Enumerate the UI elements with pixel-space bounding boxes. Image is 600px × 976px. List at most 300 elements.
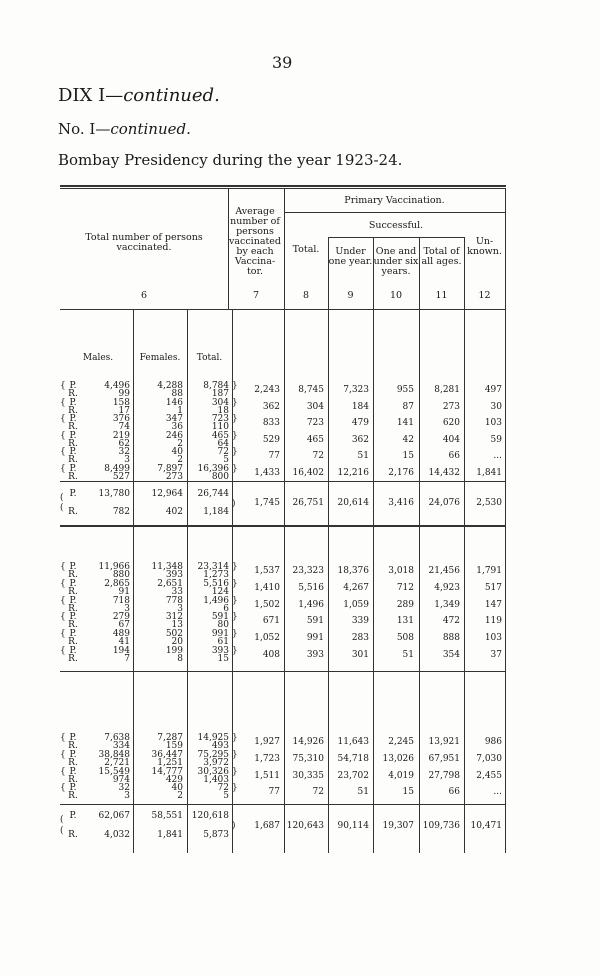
left-brace: { (60, 578, 66, 589)
left-brace: { (60, 766, 66, 777)
stat-value: 362 (262, 401, 280, 412)
stat-value: 15 (402, 451, 414, 462)
females-value: 246 (165, 430, 183, 441)
stat-value: 5,516 (298, 582, 324, 593)
males-value: 2,865 (104, 578, 130, 589)
stat-value: 4,923 (434, 582, 460, 593)
stat-value: 497 (484, 385, 502, 395)
stat-value: 4,267 (343, 582, 369, 593)
heading-region: Bombay Presidency during the year 1923-24. (58, 151, 403, 169)
row-type: P. (69, 447, 77, 458)
row-type: R. (68, 774, 78, 785)
total-value: 991 (211, 629, 229, 640)
stat-value: 13,026 (382, 753, 414, 764)
females-value: 273 (165, 472, 183, 482)
stat-value: 1,511 (254, 770, 280, 781)
stat-value: 66 (448, 787, 460, 798)
males-value: 41 (118, 637, 130, 648)
males-value: 527 (112, 472, 130, 482)
males-header: Males. (82, 353, 114, 363)
stat-value: 354 (442, 650, 460, 660)
stat-value: 301 (351, 650, 369, 660)
males-value: 4,032 (104, 830, 130, 840)
total-value: 304 (211, 397, 229, 408)
females-value: 33 (171, 586, 183, 597)
left-brace: { (60, 733, 66, 743)
stat-value: 339 (351, 616, 369, 627)
row-type: P. (69, 733, 77, 743)
stat-value: 77 (268, 451, 280, 462)
row-type: P. (69, 464, 77, 474)
row-type: R. (68, 586, 78, 597)
females-value: 11,348 (151, 562, 183, 572)
females-value: 1,841 (157, 830, 183, 840)
row-type: R. (68, 603, 78, 614)
females-value: 199 (165, 646, 183, 656)
row-type: P. (69, 783, 77, 794)
header-bottom-rule (60, 309, 506, 310)
stat-value: 37 (490, 650, 502, 660)
females-value: 58,551 (151, 811, 183, 821)
left-brace: { (60, 562, 66, 572)
females-value: 3 (177, 603, 183, 614)
row-type: R. (68, 389, 78, 399)
stat-value: 14,926 (292, 737, 324, 747)
males-value: 880 (112, 570, 130, 580)
stat-value: 508 (396, 633, 414, 644)
females-value: 347 (165, 414, 183, 425)
females-value: 36,447 (151, 749, 183, 760)
top-rule (60, 185, 506, 187)
right-brace: } (232, 783, 238, 794)
right-brace: } (232, 397, 238, 408)
total-sub-header: Total. (196, 353, 223, 363)
left-brace: { (60, 430, 66, 441)
females-value: 40 (171, 447, 183, 458)
stat-value: 1,745 (254, 498, 280, 508)
stat-value: 888 (442, 633, 460, 644)
row-type: P. (69, 397, 77, 408)
stat-value: 1,052 (254, 633, 280, 644)
heading-sub: No. I—continued. (58, 120, 191, 138)
stat-value: 8,281 (434, 385, 460, 395)
total-value: 110 (211, 422, 229, 433)
row-type: R. (68, 455, 78, 466)
stat-value: 591 (306, 616, 324, 627)
stat-value: 72 (312, 787, 324, 798)
females-value: 7,897 (157, 464, 183, 474)
males-value: 99 (118, 389, 130, 399)
group3-total-rule (60, 804, 506, 805)
males-value: 91 (118, 586, 130, 597)
stat-value: 404 (442, 434, 460, 445)
primary-rule (284, 212, 505, 213)
females-value: 88 (171, 389, 183, 399)
stat-value: 1,349 (434, 599, 460, 610)
stat-value: 833 (262, 418, 280, 429)
stat-value: 8,745 (298, 385, 324, 395)
col-num-12: 12 (478, 290, 491, 301)
col-num-6: 6 (140, 290, 148, 301)
stat-value: 103 (484, 418, 502, 429)
average-header: Average number of persons vaccinated by each Vaccina-tor. (228, 206, 281, 277)
row-type: R. (68, 422, 78, 433)
males-value: 3 (124, 455, 130, 466)
group1-end-rule (60, 525, 506, 527)
row-type: R. (68, 620, 78, 631)
stat-value: 1,791 (476, 566, 502, 576)
stat-value: 103 (484, 633, 502, 644)
row-type: R. (68, 741, 78, 751)
primary-header: Primary Vaccination. (344, 195, 445, 206)
stat-value: 465 (306, 434, 324, 445)
males-value: 67 (118, 620, 130, 631)
left-brace: { (60, 629, 66, 640)
stat-value: 23,323 (292, 566, 324, 576)
stat-value: 2,530 (476, 498, 502, 508)
row-type: R. (68, 570, 78, 580)
left-brace: ( (60, 826, 64, 836)
males-value: 11,966 (98, 562, 130, 572)
row-type: P. (69, 489, 77, 499)
stat-value: 3,018 (388, 566, 414, 576)
stat-value: 59 (490, 434, 502, 445)
stat-value: 12,216 (337, 468, 369, 478)
stat-value: 51 (357, 787, 369, 798)
females-value: 8 (177, 654, 183, 664)
total-value: 61 (217, 637, 229, 648)
stat-value: 273 (442, 401, 460, 412)
row-type: P. (69, 381, 77, 391)
stat-value: 109,736 (422, 820, 460, 831)
females-value: 146 (165, 397, 183, 408)
page-number: 39 (272, 53, 293, 72)
males-value: 15,549 (98, 766, 130, 777)
vaccination-table (60, 185, 506, 853)
row-type: R. (68, 757, 78, 768)
total-value: 80 (217, 620, 229, 631)
females-value: 13 (171, 620, 183, 631)
total-value: 72 (217, 447, 229, 458)
males-value: 974 (112, 774, 130, 785)
stat-value: 283 (351, 633, 369, 644)
col-num-7: 7 (252, 290, 260, 301)
males-value: 782 (112, 507, 130, 517)
heading-main: DIX I—continued. (58, 85, 220, 106)
total-value: 5,516 (203, 578, 229, 589)
right-brace: } (232, 629, 238, 640)
stat-value: 4,019 (388, 770, 414, 781)
stat-value: 51 (402, 650, 414, 660)
total-value: 5 (223, 455, 229, 466)
row-type: P. (69, 811, 77, 821)
females-value: 312 (165, 612, 183, 623)
right-brace: } (232, 646, 238, 656)
stat-value: 7,323 (343, 385, 369, 395)
females-value: 393 (165, 570, 183, 580)
row-type: R. (68, 438, 78, 449)
total-value: 5 (223, 791, 229, 802)
stat-value: 120,643 (286, 820, 324, 831)
females-value: 36 (171, 422, 183, 433)
left-brace: { (60, 646, 66, 656)
males-value: 32 (118, 447, 130, 458)
stat-value: 1,841 (476, 468, 502, 478)
stat-value: 712 (396, 582, 414, 593)
row-type: P. (69, 595, 77, 606)
unknown-header: Un-known. (467, 236, 502, 257)
females-value: 2 (177, 438, 183, 449)
left-brace: ( (60, 503, 64, 513)
stat-value: 1,059 (343, 599, 369, 610)
stat-value: 517 (484, 582, 502, 593)
stat-value: 955 (396, 385, 414, 395)
stat-value: 1,502 (254, 599, 280, 610)
stat-value: 3,416 (388, 498, 414, 508)
stat-value: 26,751 (292, 498, 324, 508)
row-type: R. (68, 405, 78, 416)
total-value: 1,403 (203, 774, 229, 785)
successful-rule (328, 237, 464, 238)
total-persons-header: Total number of persons vaccinated. (85, 232, 203, 253)
stat-value: 408 (262, 650, 280, 660)
stat-value: 67,951 (428, 753, 460, 764)
total-value: 14,925 (197, 733, 229, 743)
total-value: 6 (223, 603, 229, 614)
males-value: 3 (124, 791, 130, 802)
stat-value: 42 (402, 434, 414, 445)
stat-value: 11,643 (337, 737, 369, 747)
row-type: P. (69, 629, 77, 640)
males-value: 3 (124, 603, 130, 614)
females-value: 2 (177, 791, 183, 802)
row-type: P. (69, 612, 77, 623)
males-value: 334 (112, 741, 130, 751)
females-value: 20 (171, 637, 183, 648)
row-type: R. (68, 791, 78, 802)
stat-value: 184 (351, 401, 369, 412)
males-value: 718 (112, 595, 130, 606)
males-value: 32 (118, 783, 130, 794)
col-num-11: 11 (435, 290, 448, 301)
total-value: 124 (211, 586, 229, 597)
total-value: 16,396 (197, 464, 229, 474)
col-num-9: 9 (347, 290, 354, 301)
males-value: 489 (112, 629, 130, 640)
row-type: R. (68, 637, 78, 648)
females-value: 1 (177, 405, 183, 416)
females-value: 2,651 (157, 578, 183, 589)
stat-value: 529 (262, 434, 280, 445)
total-all-header: Total of all ages. (421, 246, 462, 267)
stat-value: 1,723 (254, 753, 280, 764)
stat-value: 15 (402, 787, 414, 798)
stat-value: 75,310 (292, 753, 324, 764)
males-value: 7,638 (104, 733, 130, 743)
left-brace: { (60, 381, 66, 391)
stat-value: ... (493, 787, 502, 798)
males-value: 7 (124, 654, 130, 664)
row-type: R. (68, 472, 78, 482)
males-value: 376 (112, 414, 130, 425)
stat-value: 30,335 (292, 770, 324, 781)
one-six-header: One and under six years. (373, 246, 419, 277)
stat-value: 1,537 (254, 566, 280, 576)
stat-value: 289 (396, 599, 414, 610)
stat-value: 16,402 (292, 468, 324, 478)
total-value: 493 (211, 741, 229, 751)
total-value: 1,273 (203, 570, 229, 580)
females-value: 402 (165, 507, 183, 517)
col-num-10: 10 (389, 290, 403, 301)
females-value: 7,287 (157, 733, 183, 743)
right-brace: } (232, 595, 238, 606)
left-brace: ( (60, 493, 64, 503)
right-brace: } (232, 766, 238, 777)
stat-value: 20,614 (337, 498, 369, 508)
group2-end-rule (60, 671, 506, 672)
total-value: 72 (217, 783, 229, 794)
stat-value: 51 (357, 451, 369, 462)
stat-value: 131 (396, 616, 414, 627)
stat-value: 479 (351, 418, 369, 429)
total-value: 465 (211, 430, 229, 441)
stat-value: 1,687 (254, 820, 280, 831)
row-type: R. (68, 830, 78, 840)
females-value: 778 (165, 595, 183, 606)
females-value: 2 (177, 455, 183, 466)
total-value: 64 (217, 438, 229, 449)
males-value: 13,780 (98, 489, 130, 499)
total-value: 120,618 (191, 811, 229, 821)
left-brace: { (60, 397, 66, 408)
females-value: 40 (171, 783, 183, 794)
stat-value: 2,243 (254, 385, 280, 395)
stat-value: 18,376 (337, 566, 369, 576)
total-value: 800 (211, 472, 229, 482)
stat-value: 90,114 (337, 820, 369, 831)
stat-value: 77 (268, 787, 280, 798)
left-brace: { (60, 595, 66, 606)
stat-value: 24,076 (428, 498, 460, 508)
stat-value: 2,455 (476, 770, 502, 781)
females-value: 4,288 (157, 381, 183, 391)
col-divider (505, 189, 506, 853)
row-type: P. (69, 414, 77, 425)
stat-value: 7,030 (476, 753, 502, 764)
total-value: 393 (211, 646, 229, 656)
col-num-8: 8 (302, 290, 310, 301)
left-brace: { (60, 464, 66, 474)
right-brace: ) (232, 499, 236, 509)
males-value: 279 (112, 612, 130, 623)
stat-value: 119 (484, 616, 502, 627)
top-rule-2 (60, 188, 506, 189)
stat-value: 66 (448, 451, 460, 462)
left-brace: ( (60, 815, 64, 825)
left-brace: { (60, 612, 66, 623)
males-value: 17 (118, 405, 130, 416)
stat-value: 1,927 (254, 737, 280, 747)
total-value: 30,326 (197, 766, 229, 777)
left-brace: { (60, 783, 66, 794)
total-value: 591 (211, 612, 229, 623)
males-value: 2,721 (104, 757, 130, 768)
females-value: 159 (165, 741, 183, 751)
row-type: P. (69, 578, 77, 589)
stat-value: 141 (396, 418, 414, 429)
males-value: 194 (112, 646, 130, 656)
right-brace: } (232, 430, 238, 441)
right-brace: } (232, 612, 238, 623)
row-type: P. (69, 766, 77, 777)
stat-value: 10,471 (470, 820, 502, 831)
stat-value: 2,176 (388, 468, 414, 478)
total-value: 26,744 (197, 489, 229, 499)
stat-value: 362 (351, 434, 369, 445)
stat-value: 23,702 (337, 770, 369, 781)
males-value: 8,499 (104, 464, 130, 474)
right-brace: } (232, 733, 238, 743)
stat-value: 87 (402, 401, 414, 412)
stat-value: 986 (484, 737, 502, 747)
right-brace: } (232, 578, 238, 589)
males-value: 74 (118, 422, 130, 433)
total-value: 18 (217, 405, 229, 416)
right-brace: } (232, 562, 238, 572)
stat-value: 304 (306, 401, 324, 412)
under-one-header: Under one year. (328, 246, 373, 267)
stat-value: 991 (306, 633, 324, 644)
stat-value: 72 (312, 451, 324, 462)
females-value: 429 (165, 774, 183, 785)
right-brace: } (232, 447, 238, 458)
stat-value: 1,410 (254, 582, 280, 593)
right-brace: } (232, 749, 238, 760)
males-value: 62,067 (98, 811, 130, 821)
stat-value: 147 (484, 599, 502, 610)
stat-value: 30 (490, 401, 502, 412)
total-value: 15 (217, 654, 229, 664)
stat-value: 19,307 (382, 820, 414, 831)
right-brace: } (232, 414, 238, 425)
row-type: R. (68, 654, 78, 664)
left-brace: { (60, 414, 66, 425)
total-value: 1,496 (203, 595, 229, 606)
stat-value: 723 (306, 418, 324, 429)
females-header: Females. (139, 353, 181, 363)
total-value: 1,184 (203, 507, 229, 517)
stat-value: 671 (262, 616, 280, 627)
males-value: 219 (112, 430, 130, 441)
males-value: 38,848 (98, 749, 130, 760)
left-brace: { (60, 447, 66, 458)
stat-value: 14,432 (428, 468, 460, 478)
row-type: P. (69, 562, 77, 572)
stat-value: 393 (306, 650, 324, 660)
stat-value: 54,718 (337, 753, 369, 764)
total-header: Total. (292, 244, 320, 255)
males-value: 158 (112, 397, 130, 408)
row-type: P. (69, 646, 77, 656)
right-brace: } (232, 381, 238, 391)
females-value: 502 (165, 629, 183, 640)
row-type: R. (68, 507, 78, 517)
males-value: 62 (118, 438, 130, 449)
stat-value: 13,921 (428, 737, 460, 747)
total-value: 187 (211, 389, 229, 399)
females-value: 14,777 (151, 766, 183, 777)
